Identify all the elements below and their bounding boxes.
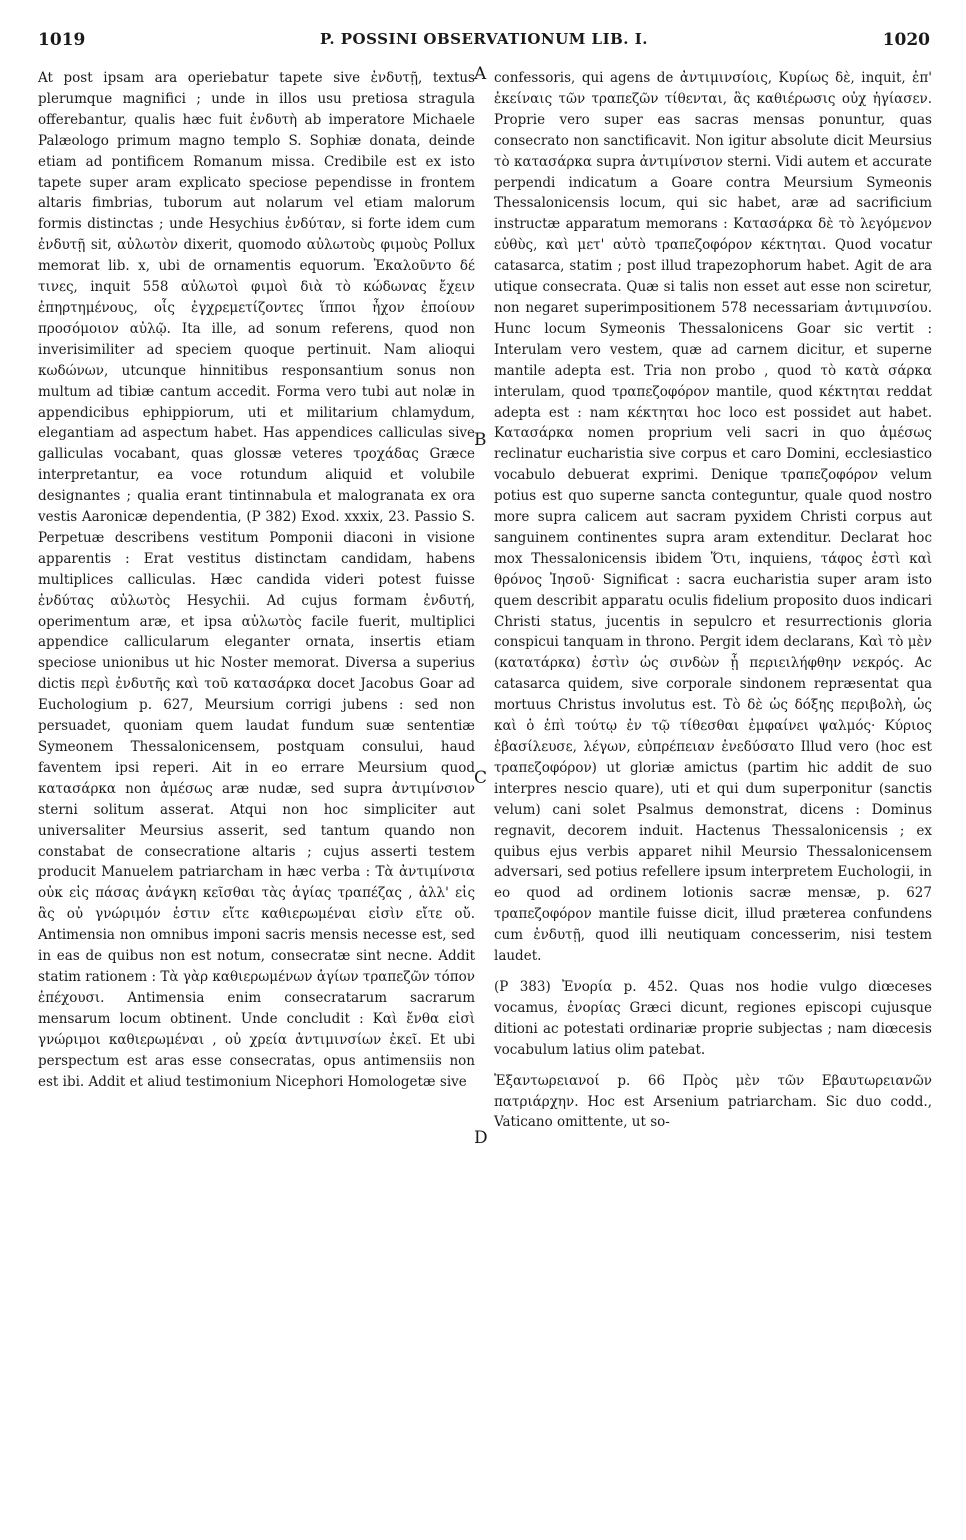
running-title: P. POSSINI OBSERVATIONUM LIB. I. <box>320 30 648 48</box>
section-marker-a: A <box>474 64 487 84</box>
right-column <box>494 68 932 1133</box>
section-marker-b: B <box>474 430 487 450</box>
page-number-right: 1020 <box>882 30 930 50</box>
right-paragraph-3: Ἐξαντωρειανοί p. 66 Πρὸς μὲν τῶν Εβαυτωρειανῶν πατριάρχην. Hoc est Arsenium patriarcham. Sic duo codd., Vaticano omittente, ut so- <box>494 1072 932 1131</box>
right-paragraph-1: confessoris, qui agens de ἀντιμινσίοις, Κυρίως δὲ, inquit, ἐπ' ἐκείναις τῶν τραπεζῶν τίθενται, ἃς καθιέρωσις οὐχ ἡγίασεν. Proprie vero super eas sacras mensas ponuntur, quas consecrato non sanctificavit. Non igitur absolute dicit Meursius τὸ κατασάρκα supra ἀντιμίνσιον sterni. Vidi autem et accurate perpendi indicatum a Goare contra Meursium Symeonis Thessalonicensis locum, qui sic habet, aræ ad sacrificium instructæ apparatum memorans : Κατασάρκα δὲ τὸ λεγόμενον εὐθὺς, καὶ μετ' αὐτὸ τραπεζοφόρον κέκτηται. Quod vocatur catasarca, statim ; post illud trapezophorum habet. Agit de ara utique consecrata. Quæ si talis non esset aut esse non sciretur, non negaret superimpositionem 578 necessariam ἀντιμινσίου. Hunc locum Symeonis Thessalonicens Goar sic vertit : Interulam vero vestem, quæ ad carnem dicitur, et superne mantile adepta est. Tria non probo , quod τὸ κατὰ σάρκα interulam, quod τραπεζοφόρον mantile, quod κέκτηται reddat adepta est : nam κέκτηται hoc loco est possidet aut habet. Κατασάρκα nomen proprium veli sacri in quo ἀμέσως reclinatur eucharistia sive corpus et caro Domini, ecclesiastico vocabulo debuerat exprimi. Denique τραπεζοφόρον velum potius est quo superne sancta conteguntur, quale quod nostro more supra calicem aut sacram pyxidem Christi corpus aut sanguinem continentes supra aram extenditur. Declarat hoc mox Thessalonicensis ibidem Ὅτι, inquiens, τάφος ἐστὶ καὶ θρόνος Ἰησοῦ· Significat : sacra eucharistia super aram isto quem describit apparatu oculis fidelium proposito duos indicari Christi status, jucentis in sepulcro et resurrectionis gloria conspicui tanquam in throno. Pergit idem declarans, Καὶ τὸ μὲν (κατατάρκα) ἐστὶν ὡς σινδὼν ᾗ περιειλήφθην νεκρός. Ac catasarca quidem, sive corporale sindonem repræsentat qua mortuus Christus involutus est. Τὸ δὲ ὡς δόξης περιβολὴ, ὡς καὶ ὁ ἐπὶ τούτῳ ἐν τῷ τίθεσθαι ἐμφαίνει ψαλμός· Κύριος ἐβασίλευσε, λέγων, εὐπρέπειαν ἐνεδύσατο Illud vero (hoc est τραπεζοφόρον) ut gloriæ amictus (partim hic addit de suo interpres nescio quare), uti et qui dum superponitur (sanctis velum) cani solet Psalmus demonstrat, dicens : Dominus regnavit, decorem induit. Hactenus Thessalonicensis ; ex quibus ejus verbis apparet nihil Meursio Thessalonicensem adversari, sed potius refellere ipsum interpretem Euchologii, in eo quod ad ordinem lotionis sacræ mensæ, p. 627 τραπεζοφόρον mantile fuisse dicit, illud præterea confundens cum ἐνδυτῇ, quod illi neutiquam concesserim, nisi testem laudet. <box>494 70 932 965</box>
left-paragraph-1: At post ipsam ara operiebatur tapete sive ἐνδυτῇ, textus plerumque magnifici ; unde in illos usu pretiosa stragula offerebantur, qualis hæc fuit ἐνδυτὴ ab imperatore Michaele Palæologo primum magno templo S. Sophiæ donata, deinde etiam ad pontificem Romanum missa. Credibile est ex isto tapete super aram explicato speciose pependisse in frontem altaris fimbrias, tuborum aut nolarum vel etiam malorum formis distinctas ; unde Hesychius ἐνδύταν, si forte idem cum ἐνδυτῇ sit, αὐλωτὸν dixerit, quomodo αὐλωτοὺς φιμοὺς Pollux memorat lib. x, ubi de ornamentis equorum. Ἐκαλοῦντο δέ τινες, inquit 558 αὐλωτοὶ φιμοὶ διὰ τὸ κώδωνας ἔχειν ἐπηρτημένους, οἷς ἐγχρεμετίζοντες ἵπποι ἦχον ἐποίουν προσόμοιον αὐλῷ. Ita ille, ad sonum referens, quod non inverisimiliter ad speciem quoque pertinuit. Nam alioqui κωδώνων, utcunque hinnitibus responsantium sonus non multum ad tibiæ cantum accedit. Forma vero tubi aut nolæ in appendicibus ephippiorum, uti et militarium chlamydum, elegantiam ad aspectum habet. Has appendices calliculas sive galliculas vocabant, quas glossæ veteres τροχάδας Græce interpretantur, ea voce rotundum aliquid et volubile designantes ; qualia erant tintinnabula et malogranata ex ora vestis Aaronicæ dependentia, (P 382) Exod. xxxix, 23. Passio S. Perpetuæ describens vestitum Pomponii diaconi in visione apparentis : Erat vestitus distinctam candidam, habens multiplices calliculas. Hæc candida videri potest fuisse ἐνδύτας αὐλωτὸς Hesychii. Ad cujus formam ἐνδυτή, operimentum aræ, et ipsa αὐλωτὸς facile fuerit, multiplici appendice callicularum eleganter ornata, insertis etiam speciose unionibus ut hic Noster memorat. Diversa a superius dictis περὶ ἐνδυτῆς καὶ τοῦ κατασάρκα docet Jacobus Goar ad Euchologium p. 627, Meursium corrigi jubens : sed non persuadet, quoniam quem laudat fundum suæ sententiæ Symeonem Thessalonicensem, postquam consului, haud faventem ipsi reperi. Ait in eo errare Meursium quod κατασάρκα non ἀμέσως aræ nudæ, sed supra ἀντιμίνσιον sterni solitum asserat. Atqui non hoc simpliciter aut universaliter Meursius asserit, sed tantum quando non constabat de consecratione altaris ; cujus asserti testem producit Manuelem patriarcham in hæc verba : Τὰ ἀντιμίνσια οὐκ εἰς πάσας ἀνάγκη κεῖσθαι τὰς ἁγίας τραπέζας , ἀλλ' εἰς ἃς οὐ γνώριμόν ἐστιν εἴτε καθιερωμέναι εἰσὶν εἴτε οὔ. Antimensia non omnibus imponi sacris mensis necesse est, sed in eas de quibus non est notum, consecratæ sint necne. Addit statim rationem : Τὰ γὰρ καθιερωμένων ἁγίων τραπεζῶν τόπον ἐπέχουσι. Antimensia enim consecratarum sacrarum mensarum locum obtinent. Unde concludit : Καὶ ἔνθα εἰσὶ γνώριμοι καθιερωμέναι , οὐ χρεία ἀντιμινσίων ἐκεῖ. Et ubi perspectum est aras esse consecratas, opus antimensiis non est ibi. Addit et aliud testimonium Nicephori Homologetæ sive <box>38 70 475 1090</box>
section-marker-d: D <box>474 1128 488 1148</box>
left-column <box>38 68 475 1092</box>
right-paragraph-2: (P 383) Ἐνορία p. 452. Quas nos hodie vulgo diœceses vocamus, ἐνορίας Græci dicunt, regiones episcopi cujusque ditioni ac potestati ordinariæ proprie subjectas ; nam diœcesis vocabulum latius olim patebat. <box>494 978 932 1058</box>
page-number-left: 1019 <box>38 30 86 50</box>
section-marker-c: C <box>474 768 488 788</box>
running-header <box>38 30 930 60</box>
